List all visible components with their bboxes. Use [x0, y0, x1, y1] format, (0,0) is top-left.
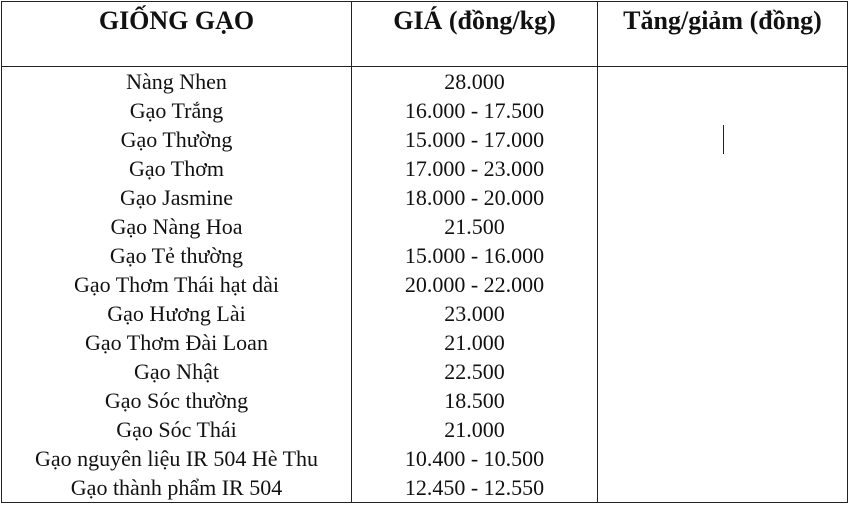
cell-price: 16.000 - 17.500	[352, 96, 598, 125]
table-body	[2, 67, 848, 503]
cell-variety: Gạo Sóc Thái	[2, 415, 352, 444]
cell-price: 15.000 - 16.000	[352, 241, 598, 270]
rice-price-table	[1, 1, 848, 503]
cell-variety: Gạo Nàng Hoa	[2, 212, 352, 241]
cell-price: 18.000 - 20.000	[352, 183, 598, 212]
table-row	[2, 270, 848, 299]
table-row	[2, 96, 848, 125]
header-price: GIÁ (đồng/kg)	[352, 2, 598, 67]
cell-change	[598, 96, 848, 125]
cell-variety: Gạo Thơm Thái hạt dài	[2, 270, 352, 299]
cell-change	[598, 473, 848, 503]
cell-variety: Gạo Thường	[2, 125, 352, 154]
cell-change	[598, 125, 848, 154]
table-row	[2, 154, 848, 183]
cell-change	[598, 328, 848, 357]
cell-change	[598, 357, 848, 386]
cell-change	[598, 154, 848, 183]
cell-price: 23.000	[352, 299, 598, 328]
cell-variety: Gạo Trắng	[2, 96, 352, 125]
cell-price: 21.000	[352, 328, 598, 357]
cell-price: 17.000 - 23.000	[352, 154, 598, 183]
cell-price: 10.400 - 10.500	[352, 444, 598, 473]
cell-variety: Gạo thành phẩm IR 504	[2, 473, 352, 503]
cell-change	[598, 386, 848, 415]
table-row	[2, 125, 848, 154]
cell-change	[598, 212, 848, 241]
table-row	[2, 357, 848, 386]
cell-divider-line	[723, 125, 724, 154]
cell-change	[598, 183, 848, 212]
table-row	[2, 299, 848, 328]
table-row	[2, 241, 848, 270]
cell-variety: Gạo Sóc thường	[2, 386, 352, 415]
table-header-row	[2, 2, 848, 67]
cell-price: 20.000 - 22.000	[352, 270, 598, 299]
table-row	[2, 212, 848, 241]
cell-change	[598, 270, 848, 299]
cell-variety: Gạo Thơm	[2, 154, 352, 183]
cell-price: 21.500	[352, 212, 598, 241]
rice-price-table-container	[1, 1, 847, 513]
cell-variety: Gạo Jasmine	[2, 183, 352, 212]
table-row	[2, 183, 848, 212]
cell-change	[598, 67, 848, 97]
cell-price: 28.000	[352, 67, 598, 97]
table-row	[2, 415, 848, 444]
header-variety: GIỐNG GẠO	[2, 2, 352, 67]
table-row	[2, 473, 848, 503]
table-row	[2, 386, 848, 415]
header-change: Tăng/giảm (đồng)	[598, 2, 848, 67]
cell-price: 18.500	[352, 386, 598, 415]
cell-change	[598, 299, 848, 328]
cell-price: 21.000	[352, 415, 598, 444]
table-row	[2, 67, 848, 97]
table-row	[2, 328, 848, 357]
cell-variety: Gạo Nhật	[2, 357, 352, 386]
cell-variety: Gạo Thơm Đài Loan	[2, 328, 352, 357]
cell-change	[598, 415, 848, 444]
cell-variety: Gạo Tẻ thường	[2, 241, 352, 270]
table-row	[2, 444, 848, 473]
cell-variety: Gạo nguyên liệu IR 504 Hè Thu	[2, 444, 352, 473]
cell-change	[598, 444, 848, 473]
cell-variety: Nàng Nhen	[2, 67, 352, 97]
cell-change	[598, 241, 848, 270]
cell-variety: Gạo Hương Lài	[2, 299, 352, 328]
cell-price: 22.500	[352, 357, 598, 386]
cell-price: 12.450 - 12.550	[352, 473, 598, 503]
cell-price: 15.000 - 17.000	[352, 125, 598, 154]
